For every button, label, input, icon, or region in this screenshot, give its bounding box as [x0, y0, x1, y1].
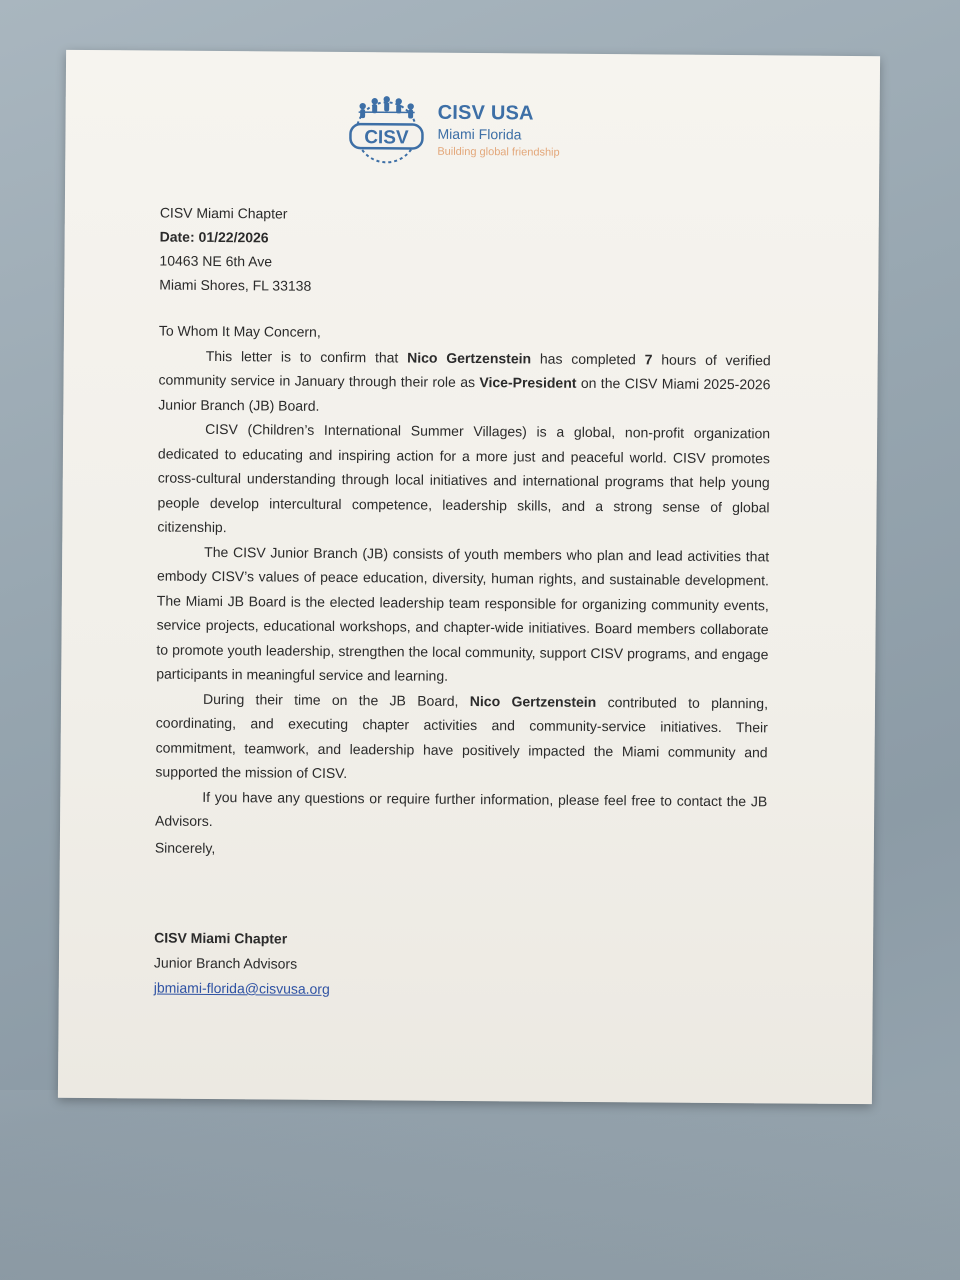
service-hours: 7 [644, 350, 653, 367]
svg-text:CISV: CISV [364, 127, 409, 149]
sender-chapter: CISV Miami Chapter [159, 204, 288, 222]
signature-org: CISV Miami Chapter [154, 929, 288, 947]
signature-title: Junior Branch Advisors [153, 954, 298, 972]
org-location: Miami Florida [437, 125, 522, 143]
fabric-background [0, 1090, 960, 1280]
org-tagline: Building global friendship [437, 145, 560, 159]
greeting: To Whom It May Concern, [158, 322, 321, 340]
student-name: Nico Gertzenstein [407, 349, 532, 366]
student-name-2: Nico Gertzenstein [469, 692, 597, 710]
cisv-logo [340, 94, 433, 171]
paragraph-about-cisv: CISV (Children’s International Summer Villages) is a global, non-profit organization dedicated to educating and inspiring action for a more just and peaceful world. CISV promotes cross-cultural understanding through local initiatives and international programs that help young people develop intercultural competence, leadership skills, and a strong sense of global citizenship. [157, 420, 771, 536]
student-role: Vice-President [479, 374, 577, 391]
date-value: 01/22/2026 [198, 228, 269, 246]
letterhead [340, 94, 641, 176]
sender-address [159, 201, 772, 302]
contact-email-link[interactable]: jbmiami-florida@cisvusa.org [153, 979, 330, 997]
paragraph-confirmation: This letter is to confirm that Nico Gertzenstein has completed 7 hours of verified community service in January through their role as Vice-President on the CISV Miami 2025-2026 Junior Branch (JB) Board. [158, 347, 771, 414]
paragraph-junior-branch: The CISV Junior Branch (JB) consists of youth members who plan and lead activities that embody CISV’s values of peace education, diversity, human rights, and sustainable development. The Miami JB Board is the elected leadership team responsible for organizing community events, service projects, educational workshops, and chapter-wide initiatives. Board members collaborate to promote youth leadership, strengthen the local community, support CISV programs, and engage participants in meaningful service and learning. [156, 543, 770, 684]
letter-page [58, 50, 880, 1104]
paragraph-contribution: During their time on the JB Board, Nico Gertzenstein contributed to planning, coordinating, and executing chapter activities and community-service initiatives. Their commitment, teamwork, and leadership have positively impacted the Miami community and supported the mission of CISV. [155, 690, 769, 782]
letterhead-text [437, 101, 637, 161]
letter-content [154, 201, 772, 1006]
paragraph-contact: If you have any questions or require further information, please feel free to contact the JB Advisors. [155, 788, 768, 829]
org-name: CISV USA [437, 101, 534, 125]
address-line-1: 10463 NE 6th Ave [159, 252, 273, 270]
address-line-2: Miami Shores, FL 33138 [159, 276, 312, 294]
closing: Sincerely, [154, 839, 216, 856]
date-label: Date: [159, 228, 195, 245]
signature-block [154, 926, 767, 1006]
